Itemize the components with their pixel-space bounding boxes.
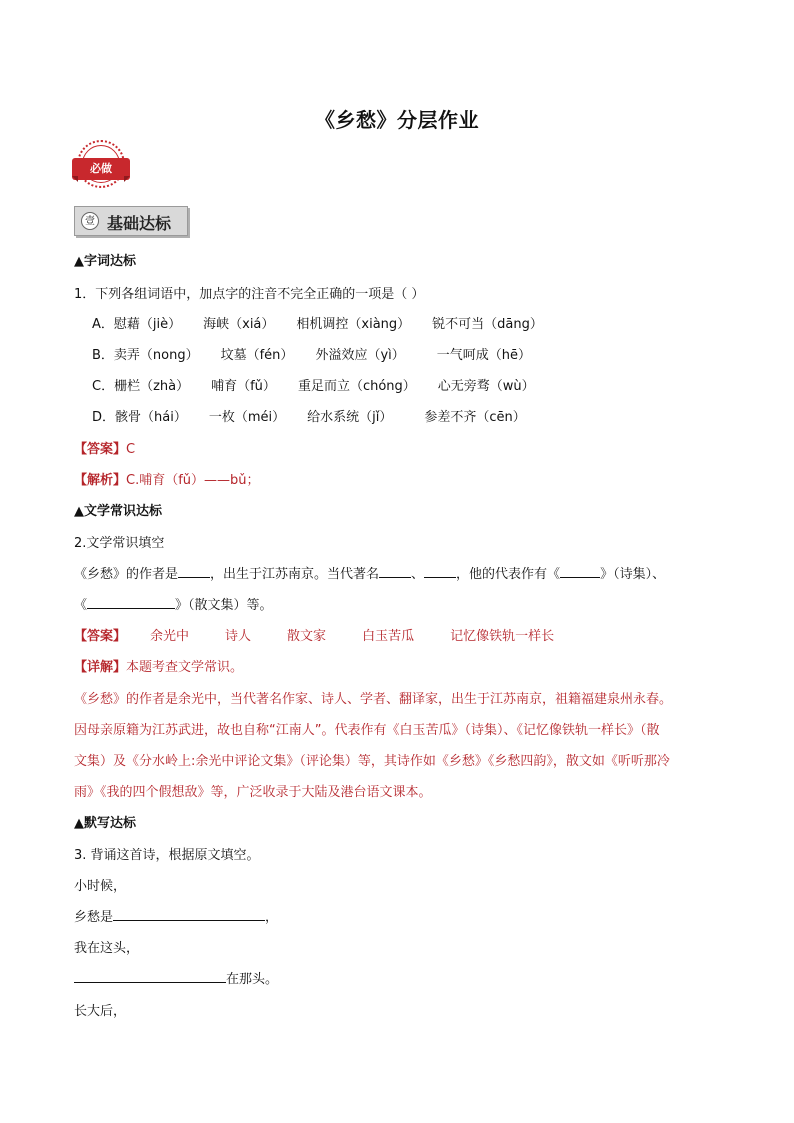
s1-analysis — [74, 469, 260, 488]
detail-line-3: 文集）及《分水岭上:余光中评论文集》（评论集）等，其诗作如《乡愁》《乡愁四韵》，散文如《听听那冷 — [74, 754, 670, 769]
option-c-1: C．栅栏（zhà） — [92, 379, 190, 394]
option-row-a — [92, 313, 543, 332]
option-row-b — [92, 344, 531, 363]
answer-label: 【答案】 — [74, 442, 127, 457]
fill-text-e: 》（诗集）、 — [600, 567, 666, 582]
seal-ribbon: 必做 — [72, 158, 130, 180]
option-d-2: 一枚（méi） — [208, 410, 286, 425]
blank-author — [178, 563, 210, 578]
s2-fill-line-2 — [74, 594, 273, 613]
detail-line-4: 雨》《我的四个假想敌》等，广泛收录于大陆及港台语文课本。 — [74, 785, 432, 800]
fill-text-b: ，出生于江苏南京。当代著名 — [210, 567, 380, 582]
poem-line-4 — [74, 968, 278, 987]
answer-4: 白玉苦瓜 — [362, 629, 415, 644]
answer-5: 记忆像铁轨一样长 — [450, 629, 555, 644]
s1-answer — [74, 438, 135, 457]
detail-label: 【详解】 — [74, 660, 127, 675]
poem-line-4-end: 在那头。 — [226, 972, 279, 987]
blank-role-2 — [424, 563, 456, 578]
answer-3: 散文家 — [287, 629, 327, 644]
option-a-1: A．慰藉（jiè） — [92, 317, 182, 332]
s2-detail-head — [74, 656, 243, 675]
section-number: 壹 — [81, 212, 99, 230]
analysis-text: C.哺育（fǔ）——bǔ； — [126, 473, 260, 488]
option-c-2: 哺育（fǔ） — [211, 379, 276, 394]
answer-label-2: 【答案】 — [74, 629, 127, 644]
page-title: 《乡愁》分层作业 — [315, 108, 479, 132]
option-row-d — [92, 406, 526, 425]
s2-answer — [74, 625, 554, 644]
fill-text-c: 、 — [411, 567, 425, 582]
option-d-1: D．骸骨（hái） — [92, 410, 187, 425]
required-seal — [72, 140, 130, 198]
detail-head: 本题考查文学常识。 — [126, 660, 244, 675]
s1-heading: ▲字词达标 — [74, 254, 136, 269]
option-d-4: 参差不齐（cēn） — [424, 410, 526, 425]
option-d-3: 给水系统（jǐ） — [307, 410, 393, 425]
option-b-1: B．卖弄（nong） — [92, 348, 199, 363]
option-b-3: 外溢效应（yì） — [315, 348, 405, 363]
poem-line-1: 小时候， — [74, 879, 127, 894]
fill-text-d: ，他的代表作有《 — [456, 567, 561, 582]
option-b-4: 一气呵成（hē） — [436, 348, 531, 363]
option-c-4: 心无旁骛（wù） — [437, 379, 535, 394]
detail-line-1: 《乡愁》的作者是余光中，当代著名作家、诗人、学者、翻译家，出生于江苏南京，祖籍福建泉州永春。 — [74, 692, 673, 707]
s3-question: 3. 背诵这首诗，根据原文填空。 — [74, 848, 260, 863]
section-banner — [74, 206, 188, 236]
blank-poem-1 — [113, 906, 265, 921]
detail-line-2: 因母亲原籍为江苏武进，故也自称“江南人”。代表作有《白玉苦瓜》（诗集）、《记忆像铁轨一样长》（散 — [74, 723, 660, 738]
s3-heading: ▲默写达标 — [74, 816, 136, 831]
poem-line-2-text: 乡愁是 — [74, 910, 114, 925]
answer-value: C — [126, 442, 136, 457]
option-row-c — [92, 375, 535, 394]
option-b-2: 坟墓（fén） — [220, 348, 294, 363]
blank-poetry — [560, 563, 600, 578]
poem-line-5: 长大后， — [74, 1004, 127, 1019]
section-label: 基础达标 — [107, 214, 172, 233]
blank-prose — [87, 594, 175, 609]
s2-fill-line-1 — [74, 563, 665, 582]
answer-1: 余光中 — [150, 629, 190, 644]
fill-text-g: 》（散文集）等。 — [175, 598, 273, 613]
option-a-2: 海峡（xiá） — [203, 317, 275, 332]
blank-poem-2 — [74, 968, 226, 983]
option-a-3: 相机调控（xiàng） — [296, 317, 411, 332]
blank-role-1 — [379, 563, 411, 578]
poem-line-2-end: ， — [265, 910, 279, 925]
option-c-3: 重足而立（chóng） — [297, 379, 416, 394]
poem-line-3: 我在这头， — [74, 941, 140, 956]
option-a-4: 锐不可当（dāng） — [432, 317, 543, 332]
fill-text-f: 《 — [74, 598, 88, 613]
answer-2: 诗人 — [225, 629, 252, 644]
poem-line-2 — [74, 906, 278, 925]
s1-question: 1．下列各组词语中，加点字的注音不完全正确的一项是（ ） — [74, 287, 425, 302]
fill-text-a: 《乡愁》的作者是 — [74, 567, 179, 582]
s2-heading: ▲文学常识达标 — [74, 504, 162, 519]
s2-question: 2.文学常识填空 — [74, 536, 165, 551]
analysis-label: 【解析】 — [74, 473, 127, 488]
